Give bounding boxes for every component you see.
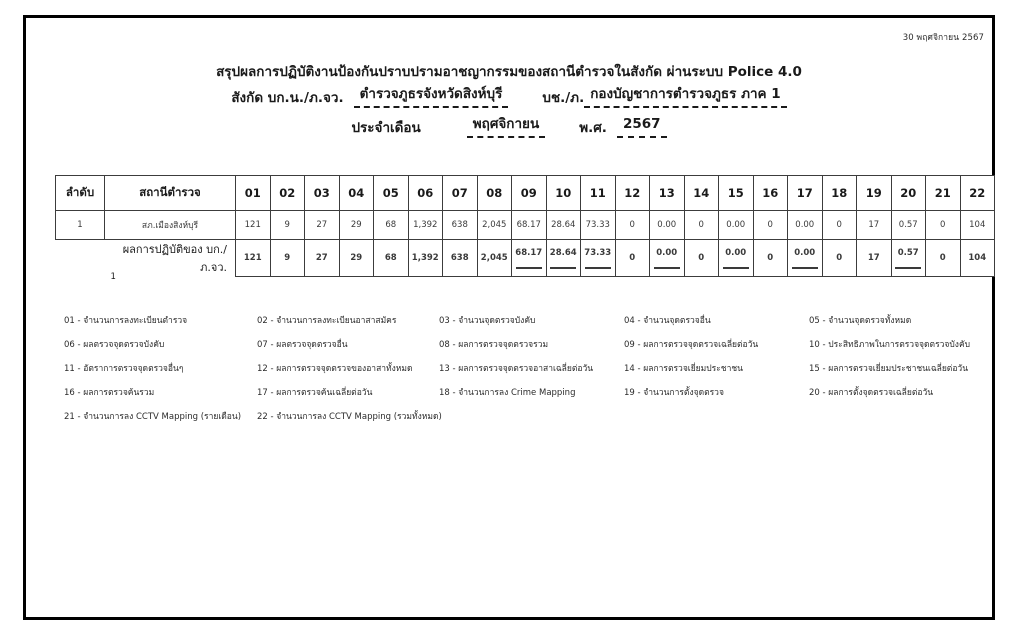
summary-value-11: 73.33 [581,240,616,277]
summary-value-12: 0 [615,240,650,277]
affiliation-value: ตำรวจภูธรจังหวัดสิงห์บุรี [354,84,509,108]
affiliation-label: สังกัด บก.น./ภ.จว. [231,90,344,106]
row-value-16: 0 [753,211,788,240]
command-value: กองบัญชาการตำรวจภูธร ภาค 1 [584,84,786,108]
table-header-row [56,176,995,211]
table-body [56,211,995,282]
period-line [26,114,992,138]
row-value-01: 121 [236,211,271,240]
legend-item: 04 - จำนวนจุดตรวจอื่น [624,316,711,326]
row-station-name: สภ.เมืองสิงห์บุรี [105,211,236,240]
header-col-15: 15 [719,176,754,211]
legend-item: 02 - จำนวนการลงทะเบียนอาสาสมัคร [257,316,397,326]
month-label: ประจำเดือน [351,120,421,136]
row-value-13: 0.00 [650,211,685,240]
header-col-04: 04 [339,176,374,211]
header-col-19: 19 [857,176,892,211]
legend-row [64,411,1014,435]
header-col-08: 08 [477,176,512,211]
header-col-09: 09 [512,176,547,211]
summary-value-07: 638 [443,240,478,277]
header-col-10: 10 [546,176,581,211]
header-col-22: 22 [960,176,995,211]
legend-item: 05 - จำนวนจุดตรวจทั้งหมด [809,316,912,326]
legend-row [64,315,1014,339]
summary-value-05: 68 [374,240,409,277]
report-heading [26,60,992,138]
row-value-15: 0.00 [719,211,754,240]
summary-underline [895,267,921,269]
row-value-03: 27 [305,211,340,240]
summary-value-20: 0.57 [891,240,926,277]
report-table [55,175,995,282]
summary-underline [550,267,576,269]
row-value-02: 9 [270,211,305,240]
legend-item: 20 - ผลการตั้งจุดตรวจเฉลี่ยต่อวัน [809,388,934,398]
summary-value-10: 28.64 [546,240,581,277]
summary-index: 1 [110,272,116,282]
row-order: 1 [56,211,105,240]
header-col-02: 02 [270,176,305,211]
summary-value-03: 27 [305,240,340,277]
header-col-16: 16 [753,176,788,211]
row-value-20: 0.57 [891,211,926,240]
row-value-07: 638 [443,211,478,240]
header-col-03: 03 [305,176,340,211]
legend-item: 07 - ผลตรวจจุดตรวจอื่น [257,340,348,350]
legend-item: 09 - ผลการตรวจจุดตรวจเฉลี่ยต่อวัน [624,340,759,350]
summary-value-15: 0.00 [719,240,754,277]
legend-item: 14 - ผลการตรวจเยี่ยมประชาชน [624,364,743,374]
row-value-19: 17 [857,211,892,240]
row-value-18: 0 [822,211,857,240]
command-label: บช./ภ. [542,90,585,106]
year-value: 2567 [617,114,667,138]
summary-value-19: 17 [857,240,892,277]
summary-value-17: 0.00 [788,240,823,277]
legend-item: 19 - จำนวนการตั้งจุดตรวจ [624,388,724,398]
summary-underline [654,267,680,269]
header-col-20: 20 [891,176,926,211]
legend-item: 13 - ผลการตรวจจุดตรวจอาสาเฉลี่ยต่อวัน [439,364,594,374]
row-value-21: 0 [926,211,961,240]
summary-underline [792,267,818,269]
row-value-14: 0 [684,211,719,240]
summary-value-14: 0 [684,240,719,277]
row-value-22: 104 [960,211,995,240]
legend-item: 15 - ผลการตรวจเยี่ยมประชาชนเฉลี่ยต่อวัน [809,364,969,374]
summary-row [56,240,995,277]
header-col-05: 05 [374,176,409,211]
summary-value-08: 2,045 [477,240,512,277]
month-value: พฤศจิกายน [467,114,545,138]
table-row [56,211,995,240]
legend-item: 18 - จำนวนการลง Crime Mapping [439,388,576,398]
legend-item: 08 - ผลการตรวจจุดตรวจรวม [439,340,549,350]
row-value-12: 0 [615,211,650,240]
header-col-18: 18 [822,176,857,211]
summary-value-18: 0 [822,240,857,277]
summary-value-13: 0.00 [650,240,685,277]
legend-row [64,339,1014,363]
legend-item: 12 - ผลการตรวจจุดตรวจของอาสาทั้งหมด [257,364,413,374]
row-value-06: 1,392 [408,211,443,240]
header-col-21: 21 [926,176,961,211]
summary-value-09: 68.17 [512,240,547,277]
header-col-17: 17 [788,176,823,211]
row-value-04: 29 [339,211,374,240]
header-col-01: 01 [236,176,271,211]
summary-underline [585,267,611,269]
legend-item: 17 - ผลการตรวจค้นเฉลี่ยต่อวัน [257,388,373,398]
report-title: สรุปผลการปฏิบัติงานป้องกันปราบปรามอาชญากรรมของสถานีตำรวจในสังกัด ผ่านระบบ Police 4.0 [216,64,802,80]
header-order: ลำดับ [56,176,105,211]
legend-row [64,387,1014,411]
row-value-10: 28.64 [546,211,581,240]
row-value-17: 0.00 [788,211,823,240]
report-date: 30 พฤศจิกายน 2567 [902,33,984,43]
legend-item: 03 - จำนวนจุดตรวจบังคับ [439,316,536,326]
summary-value-01: 121 [236,240,271,277]
summary-value-21: 0 [926,240,961,277]
legend-item: 21 - จำนวนการลง CCTV Mapping (รายเดือน) [64,412,242,422]
header-col-06: 06 [408,176,443,211]
report-table-container [55,175,987,282]
row-value-09: 68.17 [512,211,547,240]
header-col-14: 14 [684,176,719,211]
header-col-13: 13 [650,176,685,211]
header-col-12: 12 [615,176,650,211]
row-value-11: 73.33 [581,211,616,240]
legend-item: 01 - จำนวนการลงทะเบียนตำรวจ [64,316,188,326]
summary-spacer [56,240,105,277]
header-col-07: 07 [443,176,478,211]
legend-row [64,363,1014,387]
summary-value-04: 29 [339,240,374,277]
summary-underline [516,267,542,269]
summary-value-06: 1,392 [408,240,443,277]
table-head [56,176,995,211]
summary-value-16: 0 [753,240,788,277]
affiliation-line [26,84,992,108]
row-value-08: 2,045 [477,211,512,240]
header-col-11: 11 [581,176,616,211]
summary-label: ผลการปฏิบัติของ บก./ภ.จว. 1 [110,243,227,282]
header-station: สถานีตำรวจ [105,176,236,211]
legend-item: 10 - ประสิทธิภาพในการตรวจจุดตรวจบังคับ [809,340,971,350]
year-label: พ.ศ. [579,120,607,136]
summary-value-22: 104 [960,240,995,277]
summary-underline [723,267,749,269]
legend-item: 06 - ผลตรวจจุดตรวจบังคับ [64,340,165,350]
page-frame [23,15,995,620]
legend-item: 16 - ผลการตรวจค้นรวม [64,388,155,398]
legend-item: 22 - จำนวนการลง CCTV Mapping (รวมทั้งหมด) [257,412,442,422]
legend-block [64,315,1014,435]
summary-value-02: 9 [270,240,305,277]
row-value-05: 68 [374,211,409,240]
legend-item: 11 - อัตราการตรวจจุดตรวจอื่นๆ [64,364,184,374]
